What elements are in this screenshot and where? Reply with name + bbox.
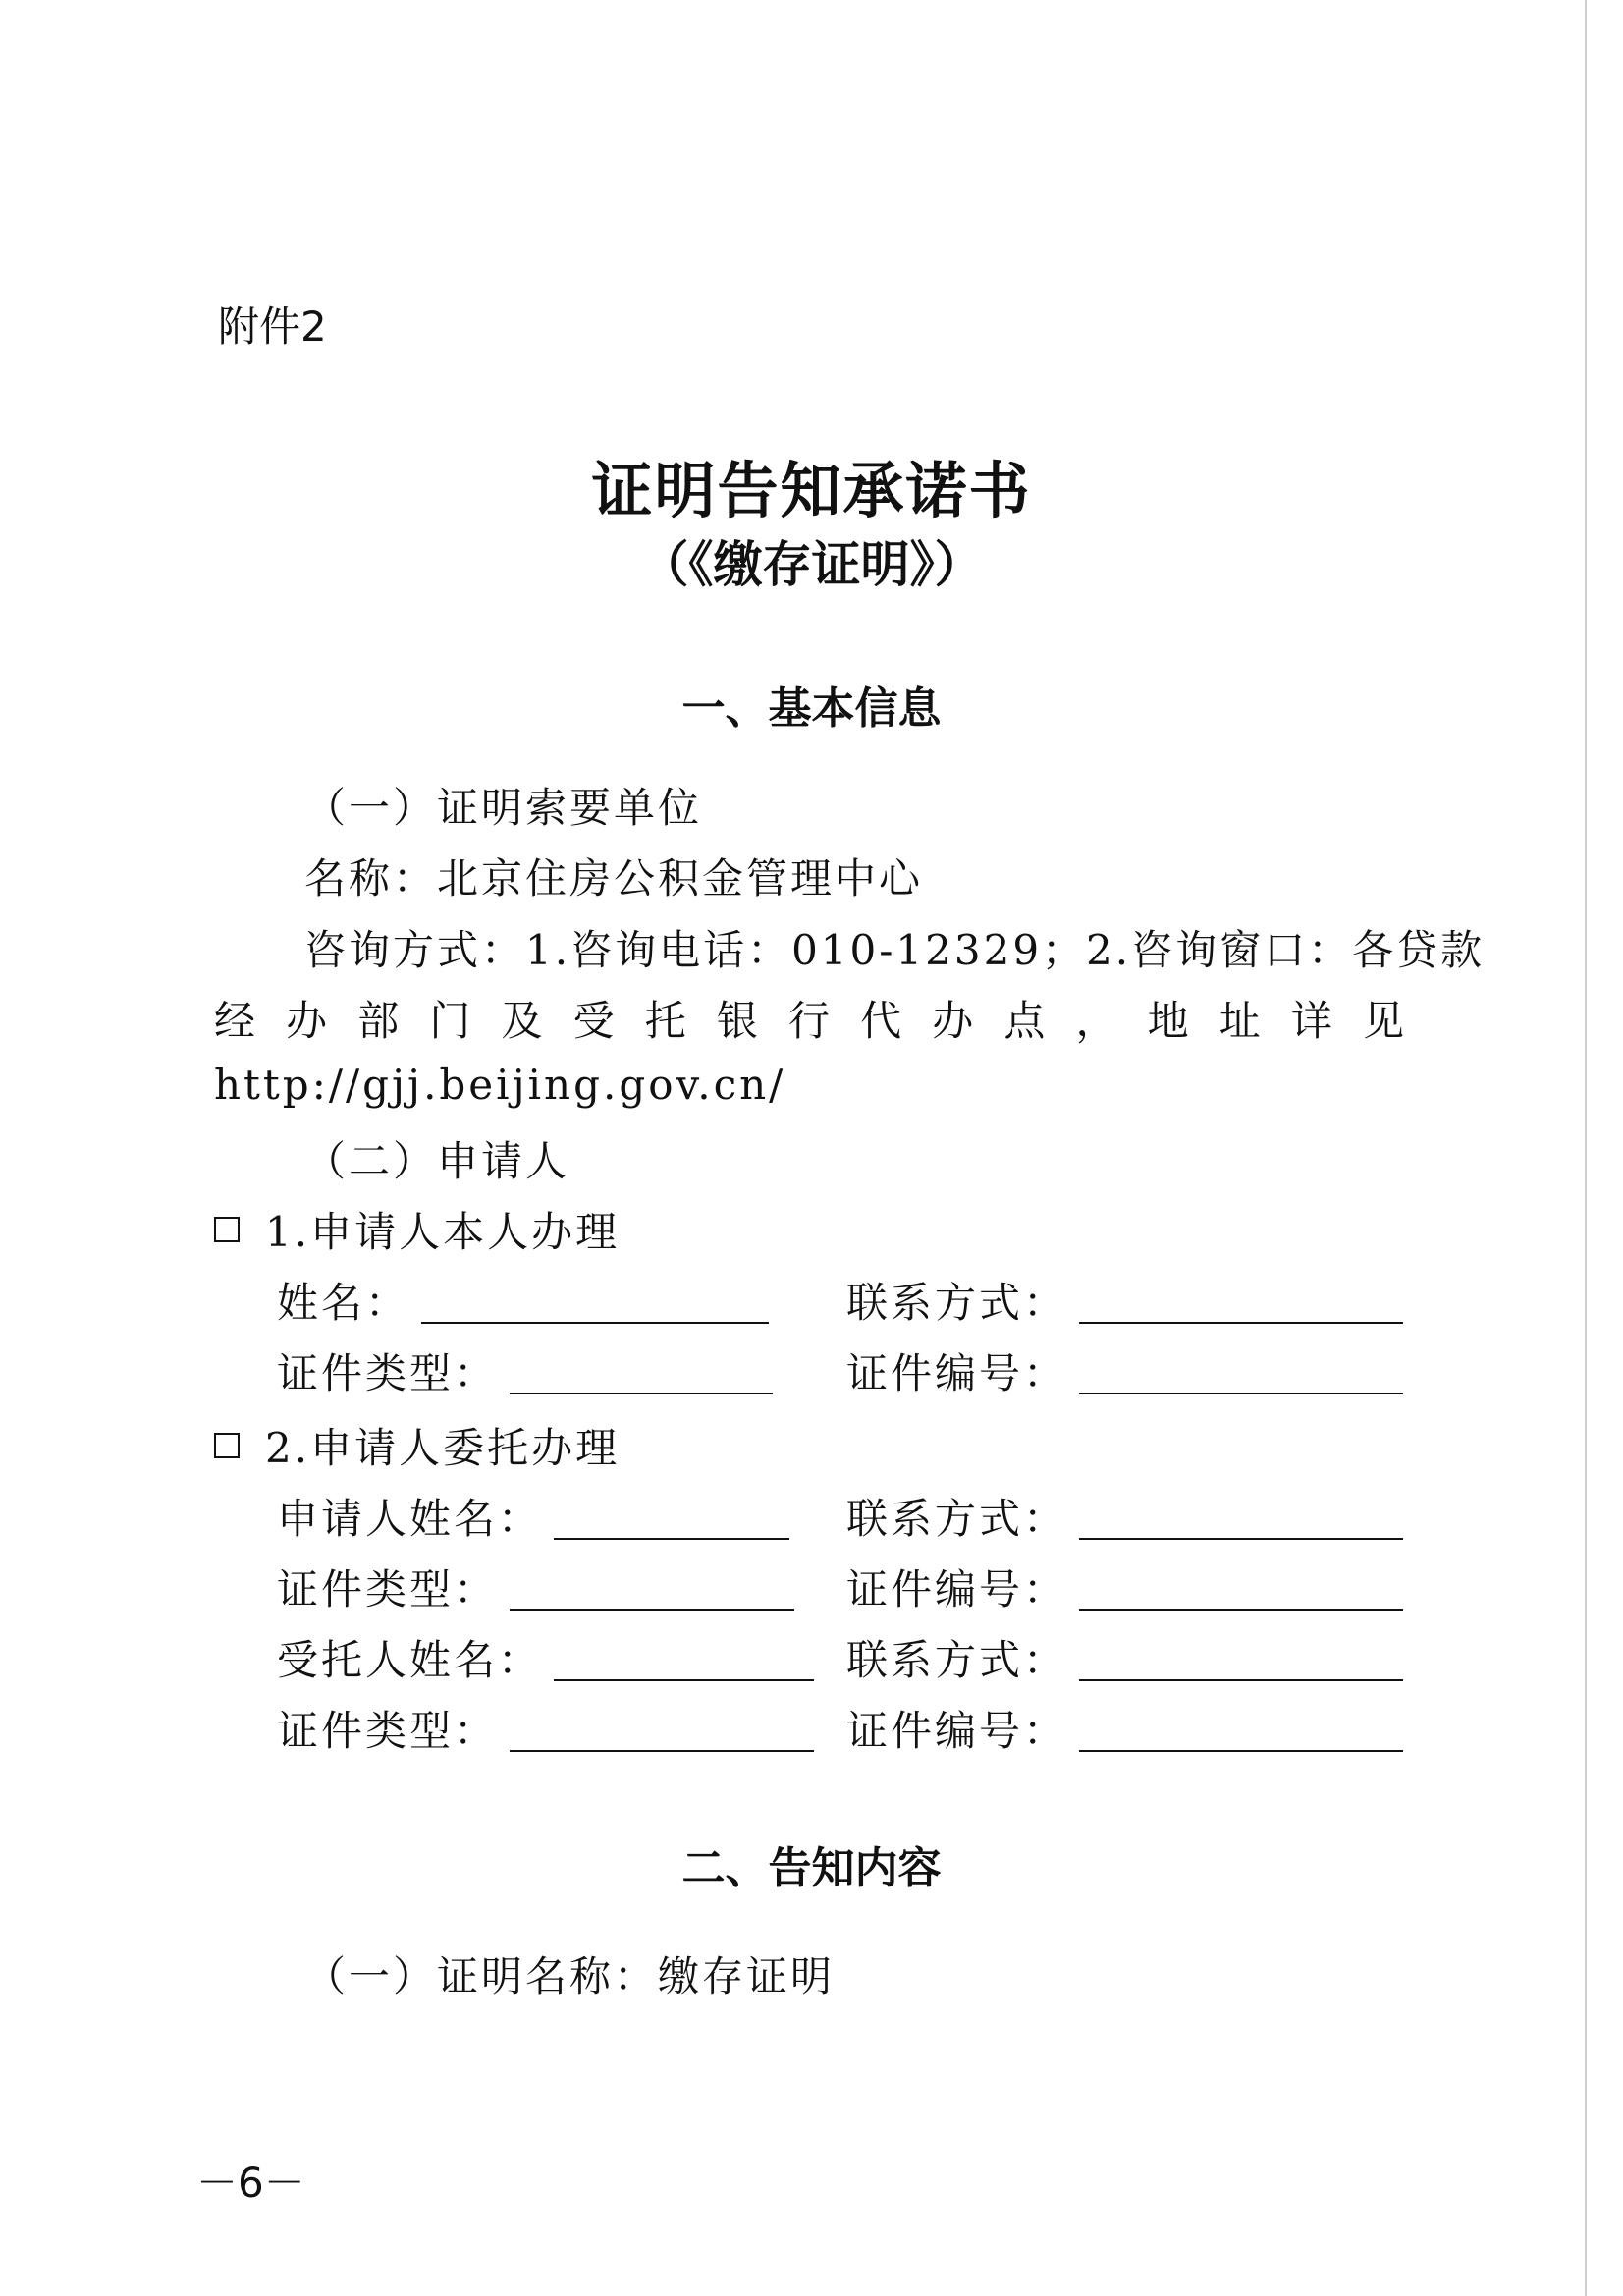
agent-id-number-blank[interactable] [1079,1750,1403,1752]
applicant-name-label: 申请人姓名： [277,1495,543,1543]
applicant-id-number-field[interactable] [846,1558,1403,1616]
self-name-blank[interactable] [421,1322,769,1324]
applicant-id-type-label: 证件类型： [277,1565,499,1613]
section-heading-notice-content: 二、告知内容 [681,1843,942,1893]
agent-id-type-field[interactable] [277,1699,814,1758]
agent-id-type-blank[interactable] [510,1750,814,1752]
self-id-number-label: 证件编号： [846,1349,1068,1397]
agent-id-type-label: 证件类型： [277,1707,499,1755]
agent-phone-blank[interactable] [1079,1679,1403,1681]
self-apply-checkbox[interactable] [214,1217,240,1242]
applicant-phone-field[interactable] [846,1487,1403,1546]
agent-id-number-field[interactable] [846,1699,1403,1758]
document-title: 证明告知承诺书 [591,455,1032,526]
agent-id-number-label: 证件编号： [846,1707,1068,1755]
option-entrusted-apply[interactable] [214,1416,620,1475]
applicant-id-type-field[interactable] [277,1558,794,1616]
agent-name-field[interactable] [277,1628,814,1687]
unit-name-line: 名称：北京住房公积金管理中心 [304,854,924,902]
applicant-id-type-blank[interactable] [510,1609,794,1611]
self-name-field[interactable] [277,1271,769,1330]
page-number: －6－ [196,2159,305,2207]
website-url[interactable]: http://gjj.beijing.gov.cn/ [214,1061,786,1109]
certificate-name-line: （一）证明名称：缴存证明 [304,1952,836,2000]
entrusted-apply-checkbox[interactable] [214,1433,240,1458]
option-self-apply[interactable] [214,1200,620,1259]
self-id-type-label: 证件类型： [277,1349,499,1397]
applicant-phone-blank[interactable] [1079,1538,1403,1540]
self-phone-label: 联系方式： [846,1279,1068,1327]
subheading-requesting-unit: （一）证明索要单位 [304,784,703,832]
attachment-label: 附件2 [218,302,327,351]
agent-name-label: 受托人姓名： [277,1636,543,1684]
agent-phone-label: 联系方式： [846,1636,1068,1684]
self-id-number-blank[interactable] [1079,1393,1403,1394]
self-apply-label: 1.申请人本人办理 [265,1208,621,1256]
entrusted-apply-label: 2.申请人委托办理 [265,1424,621,1472]
document-subtitle: （《缴存证明》） [639,535,984,593]
applicant-phone-label: 联系方式： [846,1495,1068,1543]
agent-phone-field[interactable] [846,1628,1403,1687]
self-id-number-field[interactable] [846,1341,1403,1400]
self-name-label: 姓名： [277,1279,410,1327]
subheading-applicant: （二）申请人 [304,1137,570,1185]
self-id-type-field[interactable] [277,1341,773,1400]
applicant-id-number-label: 证件编号： [846,1565,1068,1613]
address-line: 经办部门及受托银行代办点，地址详见 [214,997,1410,1045]
contact-method-line: 咨询方式：1.咨询电话：010-12329；2.咨询窗口：各贷款 [304,926,1486,974]
section-heading-basic-info: 一、基本信息 [681,683,942,734]
agent-name-blank[interactable] [554,1679,814,1681]
applicant-id-number-blank[interactable] [1079,1609,1403,1611]
page-edge-divider [1585,0,1587,2296]
self-phone-blank[interactable] [1079,1322,1403,1324]
applicant-name-blank[interactable] [554,1538,789,1540]
self-phone-field[interactable] [846,1271,1403,1330]
self-id-type-blank[interactable] [510,1393,773,1394]
applicant-name-field[interactable] [277,1487,789,1546]
